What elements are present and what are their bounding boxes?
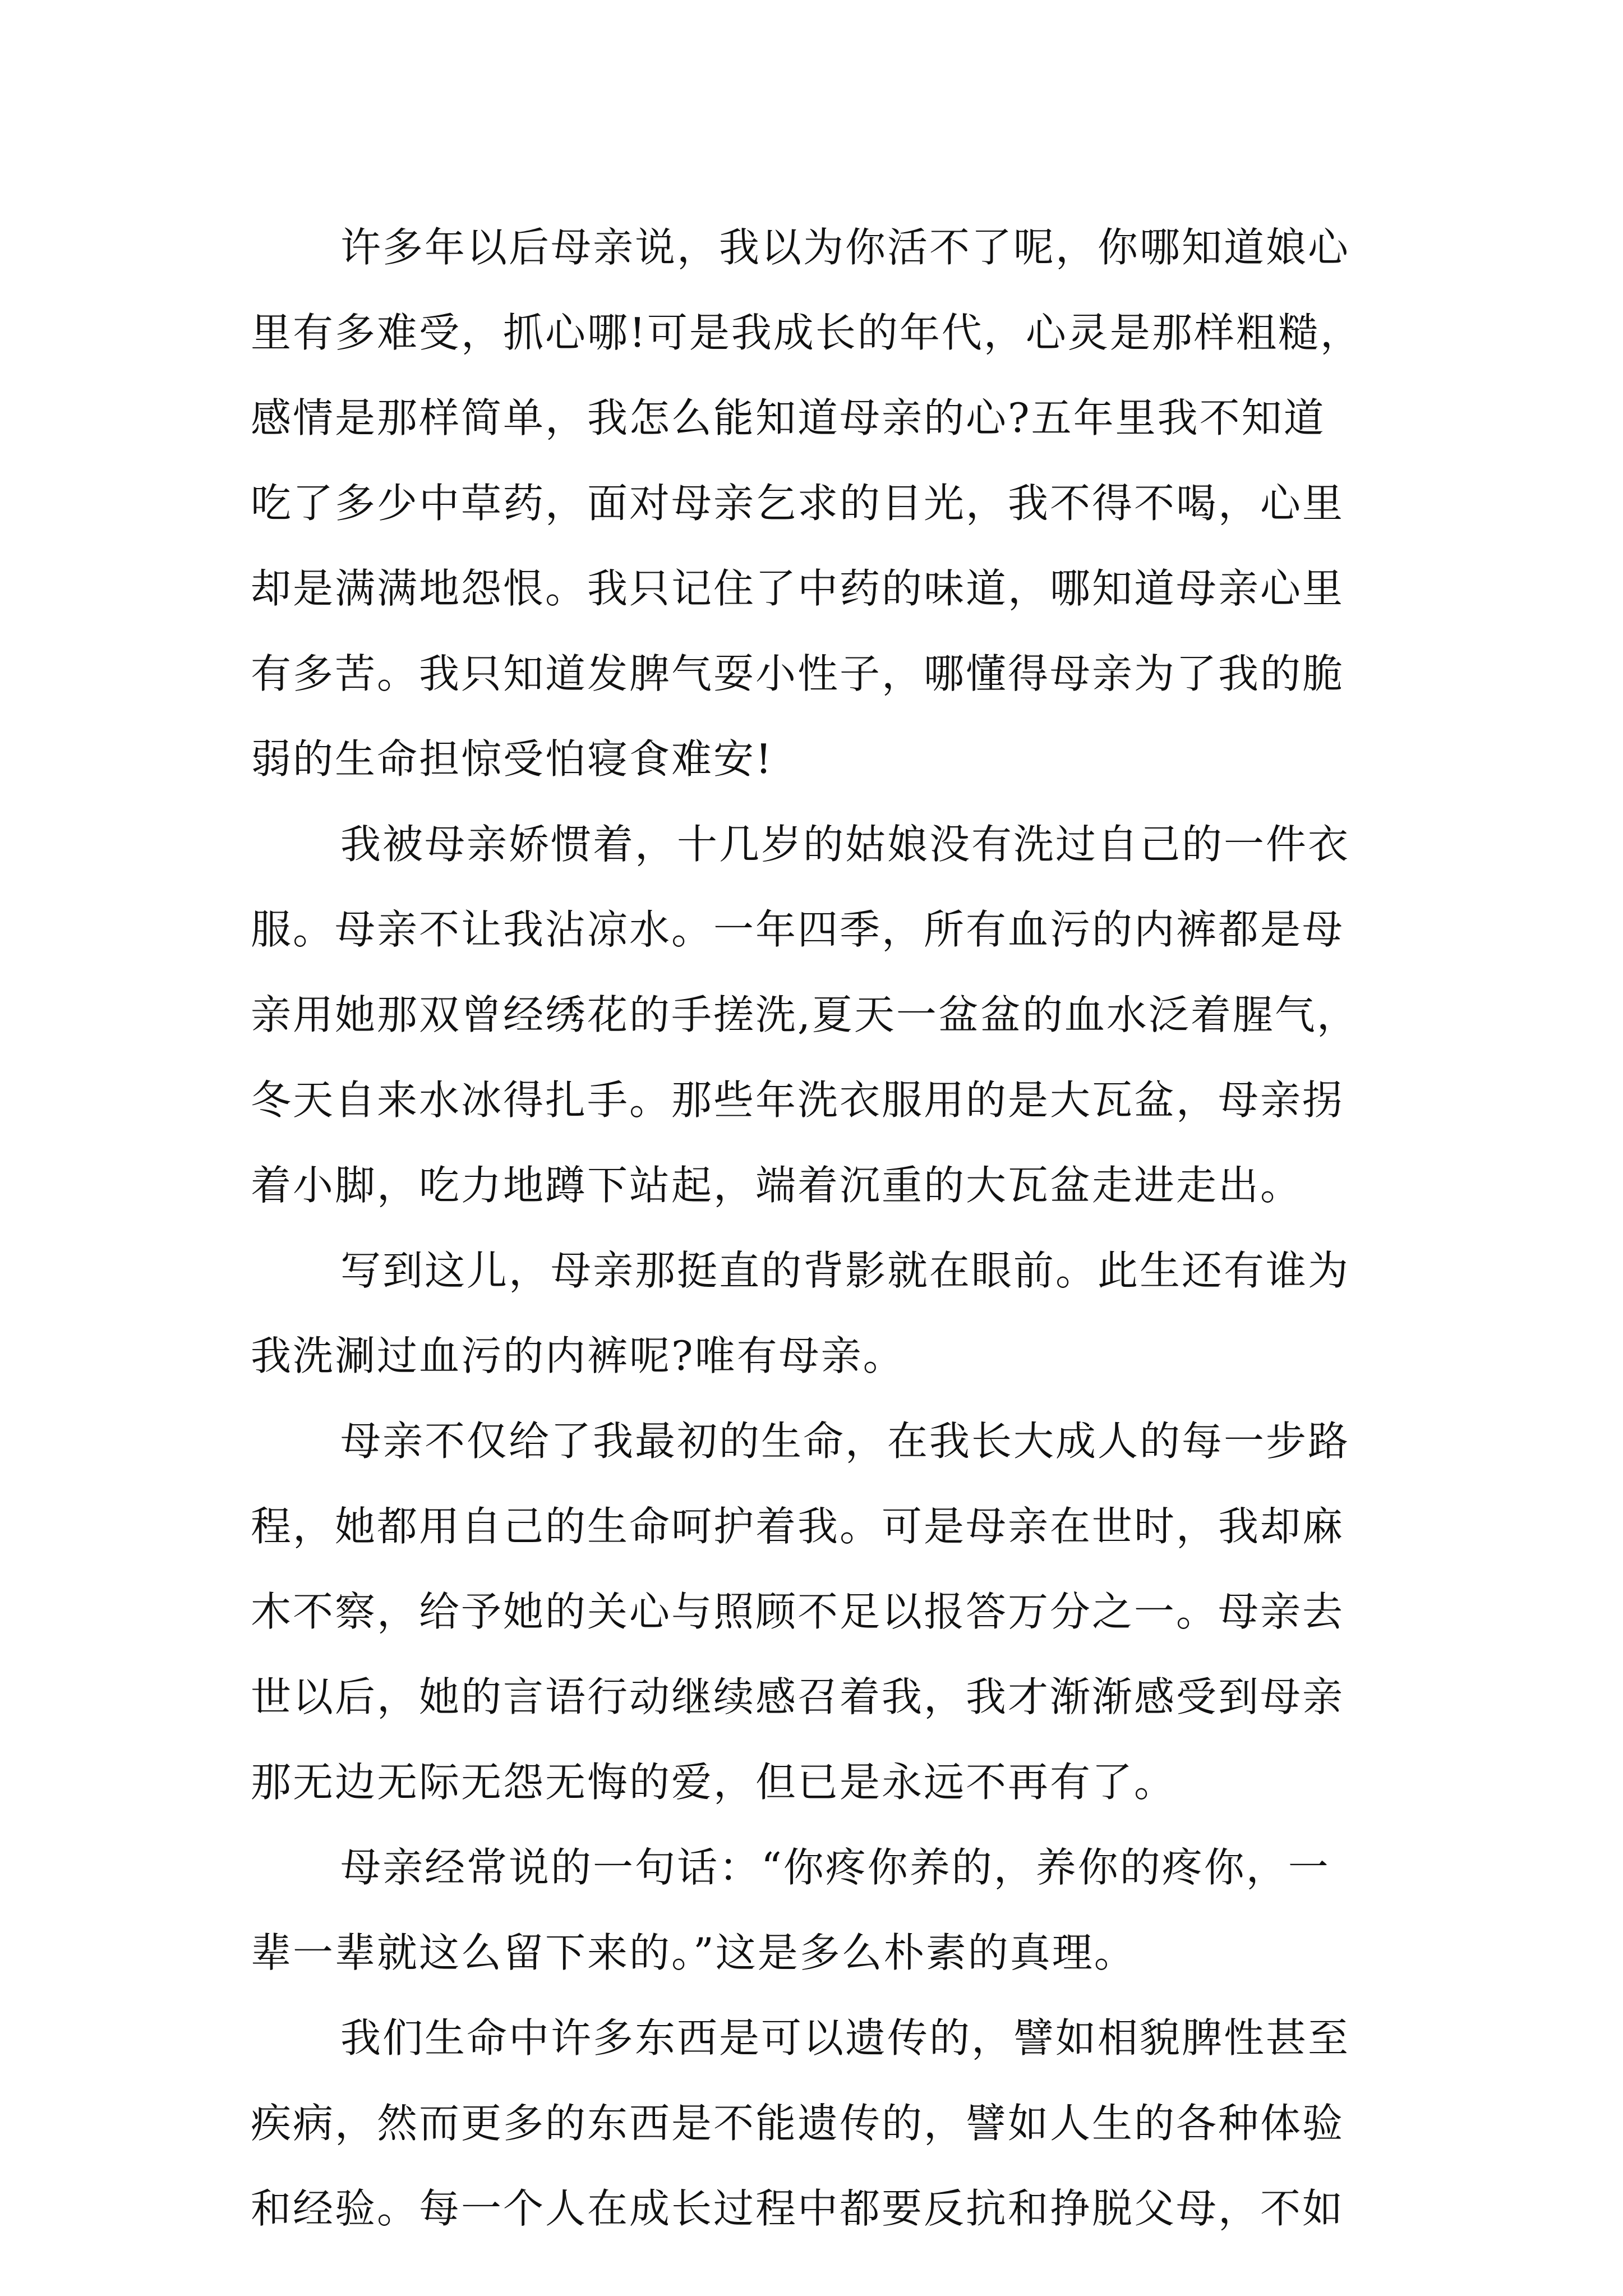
text-line: 亲用她那双曾经绣花的手搓洗,夏天一盆盆的血水泛着腥气， <box>251 991 1359 1038</box>
text-line: 许多年以后母亲说，我以为你活不了呢，你哪知道娘心 <box>340 224 1350 271</box>
body-text <box>251 205 1372 2251</box>
text-line: 吃了多少中草药，面对母亲乞求的目光，我不得不喝，心里 <box>251 480 1345 527</box>
text-line: 程，她都用自己的生命呵护着我。可是母亲在世时，我却麻 <box>251 1503 1345 1550</box>
text-line: 疾病，然而更多的东西是不能遗传的，譬如人生的各种体验 <box>251 2100 1345 2147</box>
text-line: 有多苦。我只知道发脾气耍小性子，哪懂得母亲为了我的脆 <box>251 650 1345 697</box>
text-line: 母亲不仅给了我最初的生命，在我长大成人的每一步路 <box>340 1418 1350 1465</box>
text-line: 我洗涮过血污的内裤呢?唯有母亲。 <box>251 1332 905 1379</box>
text-line: 和经验。每一个人在成长过程中都要反抗和挣脱父母，不如 <box>251 2185 1345 2232</box>
text-line: 母亲经常说的一句话：“你疼你养的，养你的疼你，一 <box>340 1844 1330 1891</box>
text-line: 我们生命中许多东西是可以遗传的，譬如相貌脾性甚至 <box>340 2014 1350 2062</box>
text-line: 弱的生命担惊受怕寝食难安! <box>251 735 773 783</box>
text-line: 冬天自来水冰得扎手。那些年洗衣服用的是大瓦盆，母亲拐 <box>251 1076 1345 1124</box>
text-line: 我被母亲娇惯着，十几岁的姑娘没有洗过自己的一件衣 <box>340 821 1350 868</box>
text-line: 那无边无际无怨无悔的爱，但已是永远不再有了。 <box>251 1759 1177 1806</box>
text-line: 辈一辈就这么留下来的。”这是多么朴素的真理。 <box>251 1929 1136 1976</box>
text-line: 着小脚，吃力地蹲下站起，端着沉重的大瓦盆走进走出。 <box>251 1162 1303 1209</box>
text-line: 却是满满地怨恨。我只记住了中药的味道，哪知道母亲心里 <box>251 565 1345 612</box>
text-line: 写到这儿，母亲那挺直的背影就在眼前。此生还有谁为 <box>340 1247 1350 1294</box>
text-line: 世以后，她的言语行动继续感召着我，我才渐渐感受到母亲 <box>251 1673 1345 1720</box>
text-line: 里有多难受，抓心哪!可是我成长的年代，心灵是那样粗糙， <box>251 309 1362 356</box>
text-line: 木不察，给予她的关心与照顾不足以报答万分之一。母亲去 <box>251 1588 1345 1635</box>
text-line: 服。母亲不让我沾凉水。一年四季，所有血污的内裤都是母 <box>251 906 1345 953</box>
text-line: 感情是那样简单，我怎么能知道母亲的心?五年里我不知道 <box>251 394 1326 441</box>
